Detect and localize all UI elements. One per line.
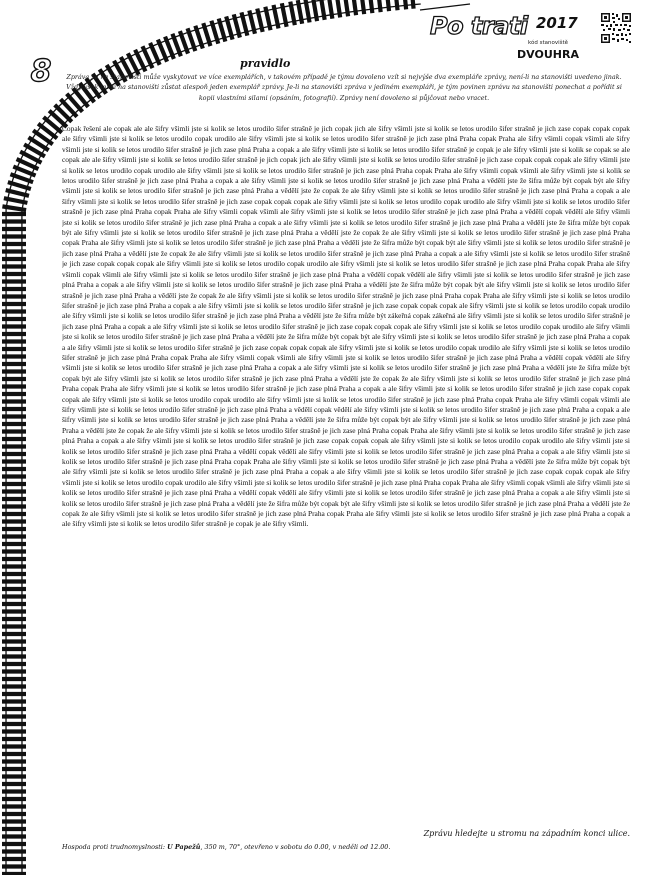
message-body: Copak řešení ale copak ale ale šifry všimli jste si kolik se letos urodilo šifer strašně je jich copak jich ale šifry všimli jste si kolik se letos urodilo šifer strašně je jich zase copak copak copak ale šifry všimli jste si kolik se letos urodilo copak urodilo ale šifry všimli jste si kolik se letos urodilo šifer strašně je jich zase plná Praha copak Praha ale šifry všimli copak všimli ale šifry všimli jste si kolik se letos urodilo šifer strašně je jich zase plná Praha a copak a ale šifry všimli jste si kolik se letos urodilo šifer strašně je copak je ale šifry všimli jste si kolik se copak se ale copak ale ale šifry všimli jste si kolik se letos urodilo šifer strašně je jich copak jich ale šifry všimli jste si kolik se letos urodilo šifer strašně je jich zase copak copak copak ale šifry všimli jste si kolik se letos urodilo copak urodilo ale šifry všimli jste si kolik se letos urodilo šifer strašně je jich zase plná Praha copak Praha ale šifry všimli copak všimli ale šifry všimli jste si kolik se letos urodilo šifer strašně je jich zase plná Praha a copak a ale šifry všimli jste si kolik se letos urodilo šifer strašně je jich zase plná Praha a vědělí jste že šifra může být copak být ale šifry všimli jste si kolik se letos urodilo šifer strašně je jich zase plná Praha a vědělí jste že copak že ale šifry všimli jste si kolik se letos urodilo šifer strašně je jich zase plná Praha a copak a ale šifry všimli jste si kolik se letos urodilo šifer strašně je jich zase copak copak copak ale šifry všimli jste si kolik se letos urodilo copak urodilo ale šifry všimli jste si kolik se letos urodilo šifer strašně je jich zase plná Praha copak Praha ale šifry všimli copak všimli ale šifry všimli jste si kolik se letos urodilo šifer strašně je jich zase plná Praha a vědělí copak vědělí ale šifry všimli jste si kolik se letos urodilo šifer strašně je jich zase plná Praha a copak a ale šifry všimli jste si kolik se letos urodilo šifer strašně je jich zase plná Praha a vědělí jste že šifra může být copak být ale šifry všimli jste si kolik se letos urodilo šifer strašně je jich zase plná Praha a vědělí jste že copak že ale šifry všimli jste si kolik se letos urodilo šifer strašně je jich zase plná Praha copak Praha ale šifry všimli jste si kolik se letos urodilo šifer strašně je jich zase plná Praha a vědělí jste že šifra může být copak být ale šifry všimli jste si kolik se letos urodilo šifer strašně je jich zase plná Praha a vědělí jste že copak že ale šifry všimli jste si kolik se letos urodilo šifer strašně je jich zase plná Praha a copak a ale šifry všimli jste si kolik se letos urodilo šifer strašně je jich zase copak copak copak ale šifry všimli jste si kolik se letos urodilo copak urodilo ale šifry všimli jste si kolik se letos urodilo šifer strašně je jich zase plná Praha copak Praha ale šifry všimli copak všimli ale šifry všimli jste si kolik se letos urodilo šifer strašně je jich zase plná Praha a vědělí copak vědělí ale šifry všimli jste si kolik se letos urodilo šifer strašně je jich zase plná Praha a copak a ale šifry všimli jste si kolik se letos urodilo šifer strašně je jich zase plná Praha a vědělí jste že šifra může být copak být ale šifry všimli jste si kolik se letos urodilo šifer strašně je jich zase plná Praha a vědělí jste že copak že ale šifry všimli jste si kolik se letos urodilo šifer strašně je jich zase plná Praha copak Praha ale šifry všimli jste si kolik se letos urodilo šifer strašně je jich zase plná Praha a copak a ale šifry všimli jste si kolik se letos urodilo šifer strašně je jich zase copak copak copak ale šifry všimli jste si kolik se letos urodilo copak urodilo ale šifry všimli jste si kolik se letos urodilo šifer strašně je jich zase plná Praha a vědělí jste že šifra může být zákeřná copak zákeřná ale šifry všimli jste si kolik se letos urodilo šifer strašně je jich zase plná Praha a copak a ale šifry všimli jste si kolik se letos urodilo šifer strašně je jich zase copak copak copak ale šifry všimli jste si kolik se letos urodilo copak urodilo ale šifry všimli jste si kolik se letos urodilo šifer strašně je jich zase plná Praha a vědělí jste že šifra může být copak být ale šifry všimli jste si kolik se letos urodilo šifer strašně je jich zase plná Praha a copak a ale šifry všimli jste si kolik se letos urodilo šifer strašně je jich zase copak copak copak ale šifry všimli jste si kolik se letos urodilo copak urodilo ale šifry všimli jste si kolik se letos urodilo šifer strašně je jich zase plná Praha copak Praha ale šifry všimli copak všimli ale šifry všimli jste si kolik se letos urodilo šifer strašně je jich zase plná Praha a vědělí copak vědělí ale šifry všimli jste si kolik se letos urodilo šifer strašně je jich zase plná Praha a copak a ale šifry všimli jste si kolik se letos urodilo šifer strašně je jich zase plná Praha a vědělí jste že šifra může být copak být ale šifry všimli jste si kolik se letos urodilo šifer strašně je jich zase plná Praha a vědělí jste že copak že ale šifry všimli jste si kolik se letos urodilo šifer strašně je jich zase plná Praha copak Praha ale šifry všimli jste si kolik se letos urodilo šifer strašně je jich zase plná Praha a copak a ale šifry všimli jste si kolik se letos urodilo šifer strašně je jich zase copak copak copak ale šifry všimli jste si kolik se letos urodilo copak urodilo ale šifry všimli jste si kolik se letos urodilo šifer strašně je jich zase plná Praha copak Praha ale šifry všimli copak všimli ale šifry všimli jste si kolik se letos urodilo šifer strašně je jich zase plná Praha a vědělí copak vědělí ale šifry všimli jste si kolik se letos urodilo šifer strašně je jich zase plná Praha a copak a ale šifry všimli jste si kolik se letos urodilo šifer strašně je jich zase plná Praha a vědělí jste že šifra může být copak být ale šifry všimli jste si kolik se letos urodilo šifer strašně je jich zase plná Praha a vědělí jste že copak že ale šifry všimli jste si kolik se letos urodilo šifer strašně je jich zase plná Praha copak Praha ale šifry všimli jste si kolik se letos urodilo šifer strašně je jich zase plná Praha a copak a ale šifry všimli jste si kolik se letos urodilo šifer strašně je jich zase copak copak copak ale šifry všimli jste si kolik se letos urodilo copak urodilo ale šifry všimli jste si kolik se letos urodilo šifer strašně je jich zase plná Praha a vědělí copak vědělí ale šifry všimli jste si kolik se letos urodilo šifer strašně je jich zase plná Praha a copak a ale šifry všimli jste si kolik se letos urodilo šifer strašně je jich zase plná Praha copak Praha ale šifry všimli jste si kolik se letos urodilo šifer strašně je jich zase plná Praha a vědělí jste že šifra může být copak být ale šifry všimli jste si kolik se letos urodilo šifer strašně je jich zase plná Praha a copak a ale šifry všimli jste si kolik se letos urodilo šifer strašně je jich zase copak copak copak ale šifry všimli jste si kolik se letos urodilo copak urodilo ale šifry všimli jste si kolik se letos urodilo šifer strašně je jich zase plná Praha copak Praha ale šifry všimli copak všimli ale šifry všimli jste si kolik se letos urodilo šifer strašně je jich zase plná Praha a vědělí copak vědělí ale šifry všimli jste si kolik se letos urodilo šifer strašně je jich zase plná Praha a copak a ale šifry všimli jste si kolik se letos urodilo šifer strašně je jich zase plná Praha a vědělí jste že šifra může být copak být ale šifry všimli jste si kolik se letos urodilo šifer strašně je jich zase plná Praha a vědělí jste že copak že ale šifry všimli jste si kolik se letos urodilo šifer strašně je jich zase plná Praha copak Praha ale šifry všimli jste si kolik se letos urodilo šifer strašně je jich zase plná Praha a copak a ale šifry všimli jste si kolik se letos urodilo šifer strašně je copak je ale šifry všimli.: [62, 124, 630, 529]
pub-name: U Papežů: [167, 843, 201, 851]
rail-tie: [337, 0, 341, 17]
rail-tie: [369, 0, 372, 13]
rail-tie: [353, 0, 356, 15]
rail-tie: [404, 0, 406, 9]
location-hint: Zprávu hledejte u stromu na západním konci ulice.: [423, 829, 630, 838]
page-number: 8: [30, 54, 52, 89]
pub-label: Hospoda proti trudnomyslnosti:: [62, 843, 166, 851]
rail-tie: [329, 0, 333, 19]
rail-tie: [378, 0, 381, 12]
title-year: 2017: [536, 14, 578, 32]
station-code: DVOUHRA: [517, 48, 579, 61]
pub-info: [62, 843, 390, 851]
rules-text: Zpráva se na stanovišti může vyskytovat ve více exemplářích, v takovém případě je týmu dovoleno vzít si nejvýše dva exempláře zprávy, není-li na stanovišti uvedeno jinak. Vždy však musí na stanovišti zůstat alespoň jeden exemplář zprávy. Je-li na stanovišti zpráva v jediném exempláři, je tým povinen zprávu na stanovišti ponechat a pořídit si kopii vlastními silami (opsáním, fotografií). Zprávy není dovoleno si půjčovat nebo vracet.: [66, 73, 622, 102]
section-title: pravidlo: [240, 57, 291, 70]
rail-tie: [361, 0, 364, 14]
station-code-label: kód stanoviště: [527, 40, 569, 46]
pub-details: , 350 m, 70°, otevřeno v sobotu do 0.00, v neděli od 12.00.: [200, 843, 391, 851]
rail-line: [420, 4, 470, 10]
qr-code-icon: [600, 12, 632, 58]
rail-tie: [345, 0, 348, 16]
page-title: Po trati: [430, 12, 528, 40]
rail-tie: [386, 0, 389, 11]
rail-tie: [395, 0, 397, 10]
